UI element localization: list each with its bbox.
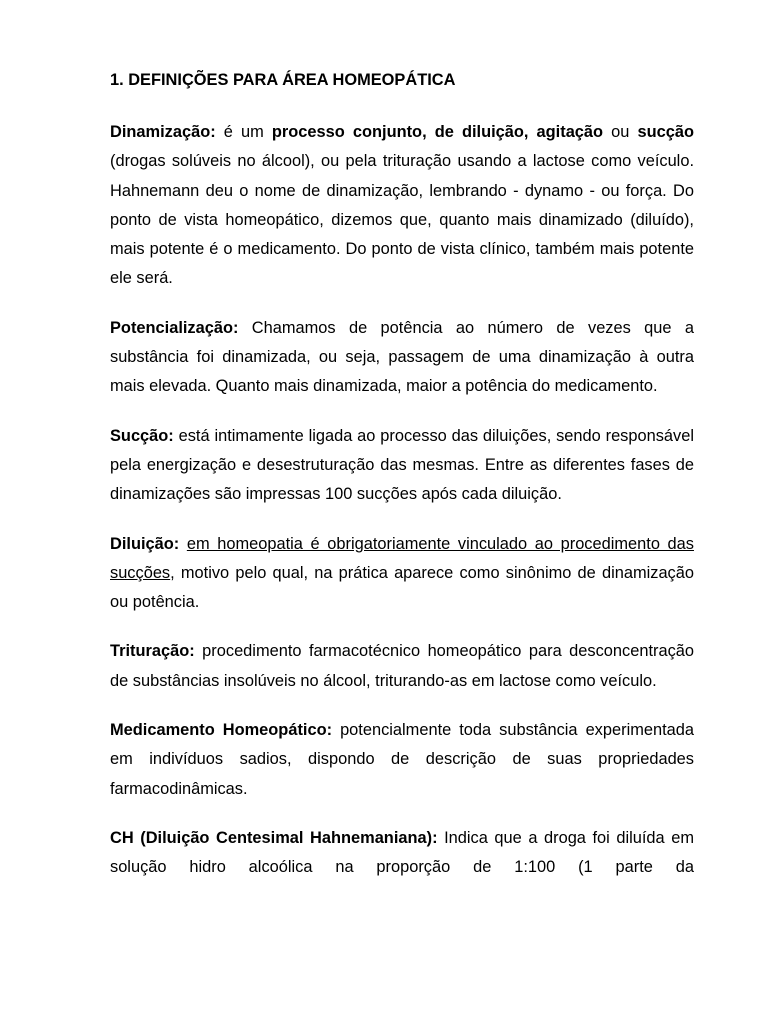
underlined-phrase: em homeopatia é obrigatoriamente vinculado ao procedimento das sucções — [110, 534, 694, 582]
bold-phrase: sucção — [637, 123, 695, 141]
text: está intimamente ligada ao processo das diluições, sendo responsável pela energização e desestruturação das mesmas. Entre as diferentes fases de dinamizações são impressas 100 sucções após cada diluição. — [110, 426, 694, 504]
text: procedimento farmacotécnico homeopático para desconcentração de substâncias insolúveis no álcool, triturando-as em lactose como veículo. — [110, 642, 694, 690]
definition-succao — [110, 422, 694, 510]
term-diluicao: Diluição: — [110, 534, 180, 553]
text: , motivo pelo qual, na prática aparece como sinônimo de dinamização ou potência. — [110, 563, 694, 612]
definition-dinamizacao — [110, 118, 694, 294]
text: é um — [215, 123, 272, 141]
term-trituracao: Trituração: — [110, 642, 195, 661]
definition-medicamento — [110, 716, 694, 804]
definition-ch — [110, 824, 694, 883]
definition-potencializacao — [110, 314, 694, 402]
text: Chamamos de potência ao número de vezes que a substância foi dinamizada, ou seja, passagem de uma dinamização à outra mais elevada. Quanto mais dinamizada, maior a potência do medicamento. — [110, 318, 694, 396]
term-potencializacao: Potencialização: — [110, 318, 239, 337]
text: Indica que a droga foi diluída em solução hidro alcoólica na proporção de 1:100 (1 parte da — [110, 828, 694, 877]
section-title: 1. DEFINIÇÕES PARA ÁREA HOMEOPÁTICA — [110, 71, 456, 89]
term-medicamento: Medicamento Homeopático: — [110, 721, 333, 740]
text: potencialmente toda substância experimentada em indivíduos sadios, dispondo de descrição de suas propriedades farmacodinâmicas. — [110, 721, 694, 798]
bold-phrase: processo conjunto, de diluição, agitação — [271, 123, 604, 141]
text: ou — [603, 123, 638, 141]
term-succao: Sucção: — [110, 426, 174, 445]
term-dinamizacao: Dinamização: — [110, 123, 216, 141]
text: (drogas solúveis no álcool), ou pela trituração usando a lactose como veículo. Hahnemann deu o nome de dinamização, lembrando - dynamo - ou força. Do ponto de vista homeopático, dizemos que, quanto mais dinamizado (diluído), mais potente é o medicamento. Do ponto de vista clínico, também mais potente ele será. — [110, 152, 694, 288]
term-ch: CH (Diluição Centesimal Hahnemaniana): — [110, 828, 438, 847]
definition-trituracao — [110, 637, 694, 696]
definition-diluicao — [110, 530, 694, 618]
